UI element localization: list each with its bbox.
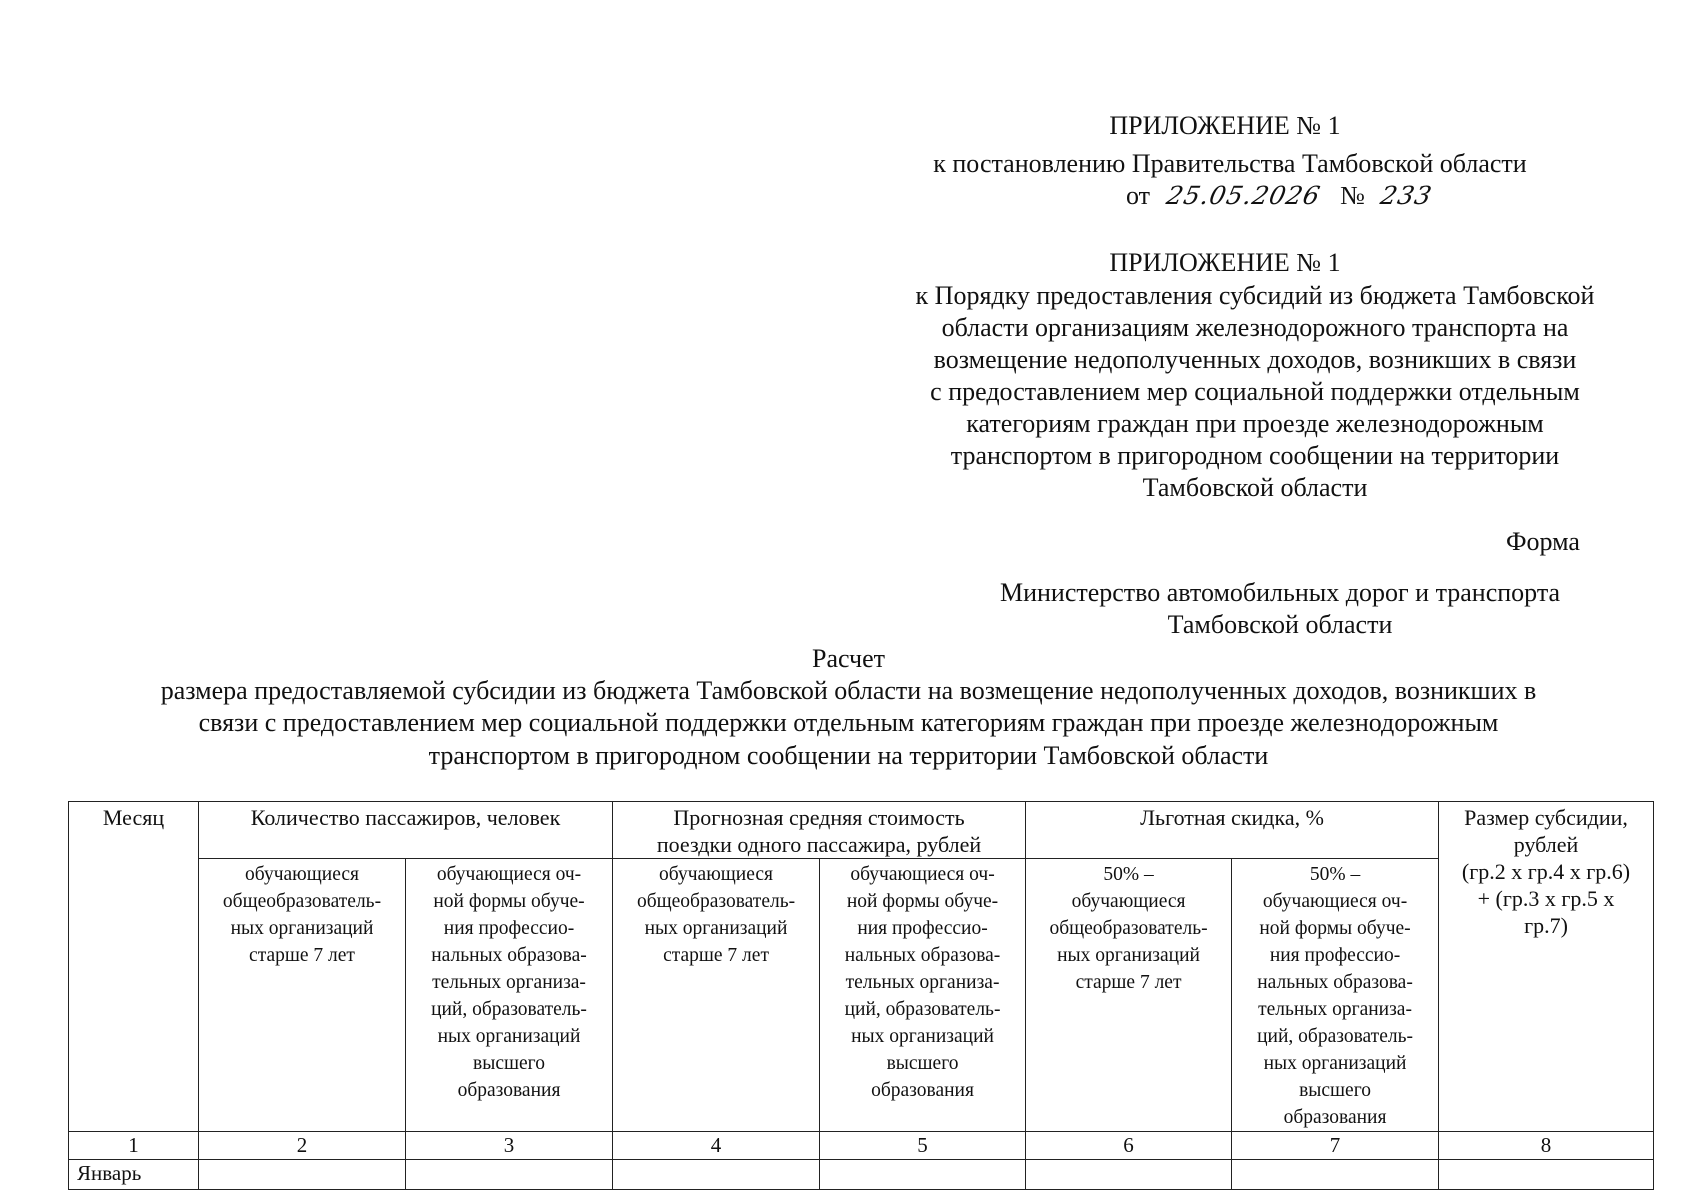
table-header-row [69, 802, 1654, 859]
appendix-order-line: категориям граждан при проезде железнодорожным [966, 409, 1544, 438]
appendix-order-line: к Порядку предоставления субсидий из бюджета Тамбовской [915, 281, 1595, 310]
appendix-order-title: ПРИЛОЖЕНИЕ № 1 [1109, 248, 1341, 277]
header-subsidy-amount: Размер субсидии, рублей (гр.2 х гр.4 х гр.6) + (гр.3 х гр.5 х гр.7) [1439, 802, 1654, 1132]
appendix-order-line: транспортом в пригородном сообщении на территории [950, 441, 1560, 470]
column-number-row [69, 1132, 1654, 1160]
calculation-subtitle-line: связи с предоставлением мер социальной поддержки отдельным категориям граждан при проезде железнодорожным [198, 708, 1499, 737]
column-number: 4 [613, 1132, 820, 1160]
column-number: 7 [1232, 1132, 1439, 1160]
handwritten-date: 25.05.2026 [1163, 181, 1323, 210]
appendix-order-text [870, 280, 1640, 504]
column-number: 1 [69, 1132, 199, 1160]
header-average-cost: Прогнозная средняя стоимость поездки одного пассажира, рублей [613, 802, 1026, 859]
column-number: 3 [406, 1132, 613, 1160]
date-prefix: от [1126, 181, 1151, 210]
subheader-col2: обучающиеся общеобразователь- ных организаций старше 7 лет [199, 859, 406, 1132]
appendix-order-line: с предоставлением мер социальной поддержки отдельным [930, 377, 1580, 406]
data-cell [199, 1160, 406, 1190]
data-cell [613, 1160, 820, 1190]
month-cell: Январь [69, 1160, 199, 1190]
data-cell [1232, 1160, 1439, 1190]
handwritten-number: 233 [1378, 181, 1436, 210]
form-label: Форма [1506, 527, 1580, 556]
data-cell [1439, 1160, 1654, 1190]
calculation-subtitle-line: транспортом в пригородном сообщении на территории Тамбовской области [428, 741, 1269, 770]
subheader-col7: 50% – обучающиеся оч- ной формы обуче- ния профессио- нальных образова- тельных организа- ций, образователь- ных организаций высшего образования [1232, 859, 1439, 1132]
column-number: 5 [820, 1132, 1026, 1160]
calculation-heading: Расчет [812, 644, 885, 673]
appendix-order-line: Тамбовской области [1142, 473, 1368, 502]
header-discount: Льготная скидка, % [1026, 802, 1439, 859]
ministry-name: Министерство автомобильных дорог и транспорта [999, 578, 1561, 607]
subheader-col5: обучающиеся оч- ной формы обуче- ния профессио- нальных образова- тельных организа- ций, образователь- ных организаций высшего образования [820, 859, 1026, 1132]
ministry-region: Тамбовской области [1167, 610, 1393, 639]
subheader-col3: обучающиеся оч- ной формы обуче- ния профессио- нальных образова- тельных организа- ций, образователь- ных организаций высшего образования [406, 859, 613, 1132]
appendix-resolution-ref: к постановлению Правительства Тамбовской области [933, 149, 1527, 178]
table-row [69, 1160, 1654, 1190]
subheader-col4: обучающиеся общеобразователь- ных организаций старше 7 лет [613, 859, 820, 1132]
header-month: Месяц [69, 802, 199, 1132]
resolution-date-line [1126, 180, 1436, 212]
appendix-order-line: области организациям железнодорожного транспорта на [941, 313, 1569, 342]
data-cell [1026, 1160, 1232, 1190]
subheader-col6: 50% – обучающиеся общеобразователь- ных организаций старше 7 лет [1026, 859, 1232, 1132]
calculation-subtitle-line: размера предоставляемой субсидии из бюджета Тамбовской области на возмещение недополученных доходов, возникших в [160, 676, 1537, 705]
column-number: 6 [1026, 1132, 1232, 1160]
header-passengers: Количество пассажиров, человек [199, 802, 613, 859]
data-cell [820, 1160, 1026, 1190]
appendix-title: ПРИЛОЖЕНИЕ № 1 [1109, 111, 1341, 140]
appendix-order-line: возмещение недополученных доходов, возникших в связи [933, 345, 1577, 374]
data-cell [406, 1160, 613, 1190]
number-prefix: № [1340, 181, 1365, 210]
column-number: 8 [1439, 1132, 1654, 1160]
table-subheader-row [69, 859, 1654, 1132]
column-number: 2 [199, 1132, 406, 1160]
subsidy-calculation-table [68, 801, 1654, 1190]
